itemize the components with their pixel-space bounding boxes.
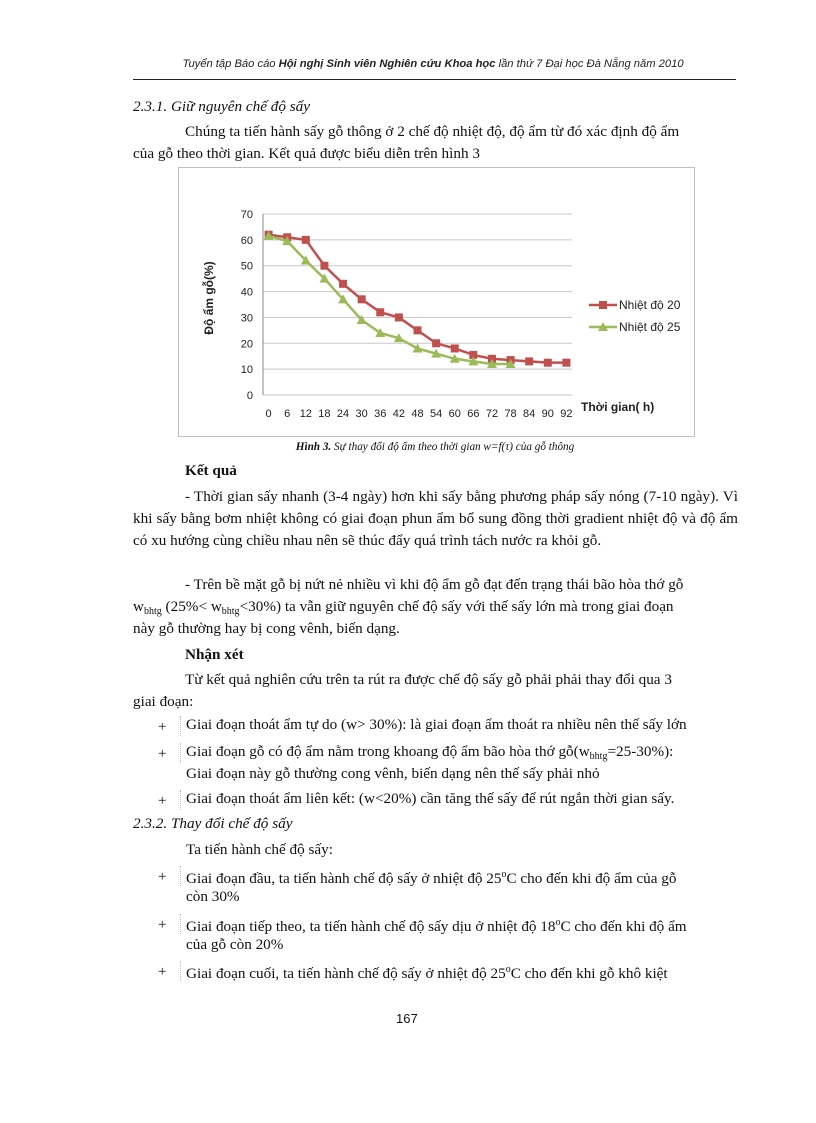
section-231-title: 2.3.1. Giữ nguyên chế độ sấy xyxy=(133,98,310,115)
header-post: lần thứ 7 Đại học Đà Nẵng năm 2010 xyxy=(495,58,684,70)
y-axis-label: Độ ẩm gỗ(%) xyxy=(202,261,216,335)
ket-qua-paragraph-1: - Thời gian sấy nhanh (3-4 ngày) hơn khi sấy bằng phương pháp sấy nóng (7-10 ngày). Vì khi sấy bằng bơm nhiệt không có giai đoạn phun ẩm bổ sung đồng thời gradient nhiệt độ và độ ẩm có xu hướng cùng chiều nhau nên sẽ thúc đẩy quá trình tách nước ra khỏi gỗ. xyxy=(133,488,738,549)
y-tick-label: 30 xyxy=(240,312,253,325)
section-232-bullet-1-line2: còn 30% xyxy=(186,888,240,905)
x-tick-label: 78 xyxy=(504,408,517,420)
nhan-xet-line1: Từ kết quả nghiên cứu trên ta rút ra được chế độ sấy gỗ phải phải thay đổi qua 3 xyxy=(185,671,672,688)
bullet-plus-icon: + xyxy=(158,869,167,885)
bullet-plus-icon: + xyxy=(158,719,167,735)
x-tick-label: 30 xyxy=(355,408,368,420)
data-point xyxy=(302,236,310,244)
x-tick-label: 6 xyxy=(284,408,291,420)
x-tick-label: 36 xyxy=(374,408,387,420)
section-232-intro: Ta tiến hành chế độ sấy: xyxy=(186,841,333,858)
moisture-chart xyxy=(179,168,694,436)
section-232-bullet-2-line2: của gỗ còn 20% xyxy=(186,936,284,953)
bullet-plus-icon: + xyxy=(158,746,167,762)
section-232-bullet-1-line1: Giai đoạn đầu, ta tiến hành chế độ sấy ở nhiệt độ 25$^o$C cho đến khi độ ẩm của gỗ xyxy=(186,869,677,887)
running-header xyxy=(133,58,733,70)
x-tick-label: 54 xyxy=(429,408,443,420)
data-point xyxy=(414,326,422,334)
ket-qua-p2-line3: này gỗ thường hay bị cong vênh, biến dạng. xyxy=(133,620,400,637)
chart-series xyxy=(264,231,571,368)
x-tick-label: 12 xyxy=(299,408,312,420)
header-bold: Hội nghị Sinh viên Nghiên cứu Khoa học xyxy=(278,58,496,70)
x-tick-label: 72 xyxy=(485,408,499,420)
caption-text: Sự thay đổi độ ẩm theo thời gian w=f(τ) của gỗ thông xyxy=(331,441,575,453)
data-point xyxy=(320,262,328,270)
nhan-xet-bullet-3: Giai đoạn thoát ẩm liên kết: (w<20%) cần tăng thế sấy để rút ngắn thời gian sấy. xyxy=(186,790,675,807)
bullet-plus-icon: + xyxy=(158,964,167,980)
x-tick-label: 48 xyxy=(411,408,424,420)
data-point xyxy=(451,344,459,352)
x-tick-label: 24 xyxy=(336,408,350,420)
caption-label: Hình 3. xyxy=(295,441,332,453)
y-tick-label: 50 xyxy=(240,260,253,273)
bullet-plus-icon: + xyxy=(158,917,167,933)
data-point xyxy=(358,295,366,303)
chart-frame xyxy=(178,167,695,437)
data-point xyxy=(413,343,423,352)
ket-qua-p2-line2: $w_{bhtg}$ $(25\%< w_{bhtg}<30\%)$ ta vẫn giữ nguyên chế độ sấy với thế sấy lớn mà trong giai đoạn xyxy=(133,598,674,617)
x-tick-label: 66 xyxy=(467,408,480,420)
data-point xyxy=(432,339,440,347)
legend-label: Nhiệt độ 25 xyxy=(619,320,681,334)
bullet-guide xyxy=(180,961,185,981)
data-point xyxy=(376,308,384,316)
series-line-2 xyxy=(269,236,511,364)
header-pre: Tuyển tập Báo cáo xyxy=(182,58,279,70)
page-number: 167 xyxy=(396,1011,418,1026)
y-tick-labels xyxy=(241,209,253,402)
bullet-plus-icon: + xyxy=(158,793,167,809)
data-point xyxy=(339,280,347,288)
section-231-line1: Chúng ta tiến hành sấy gỗ thông ở 2 chế độ nhiệt độ, độ ẩm từ đó xác định độ ẩm xyxy=(185,123,680,140)
x-tick-label: 42 xyxy=(392,408,406,420)
x-tick-label: 92 xyxy=(560,408,573,420)
chart-legend xyxy=(589,298,681,334)
section-232-title: 2.3.2. Thay đổi chế độ sấy xyxy=(133,815,293,832)
nhan-xet-heading: Nhận xét xyxy=(185,646,244,663)
nhan-xet-bullet-2-line2: Giai đoạn này gỗ thường cong vênh, biến dạng nên thế sấy phải nhỏ xyxy=(186,765,600,782)
bullet-guide xyxy=(180,790,185,810)
section-232-bullet-3: Giai đoạn cuối, ta tiến hành chế độ sấy ở nhiệt độ 25$^o$C cho đến khi gỗ khô kiệt xyxy=(186,964,668,982)
x-axis-label: Thời gian( h) xyxy=(581,400,655,414)
x-tick-labels xyxy=(266,408,573,420)
x-tick-label: 0 xyxy=(265,408,272,420)
y-tick-label: 70 xyxy=(240,209,253,221)
y-tick-label: 60 xyxy=(240,234,253,247)
nhan-xet-line2: giai đoạn: xyxy=(133,693,194,710)
data-point xyxy=(525,357,533,365)
x-tick-label: 84 xyxy=(523,408,536,420)
section-232-bullet-2-line1: Giai đoạn tiếp theo, ta tiến hành chế độ sấy dịu ở nhiệt độ 18$^o$C cho đến khi độ ẩm xyxy=(186,917,687,935)
legend-label: Nhiệt độ 20 xyxy=(619,298,681,312)
ket-qua-p2-line1: - Trên bề mặt gỗ bị nứt nẻ nhiều vì khi độ ẩm gỗ đạt đến trạng thái bão hòa thớ gỗ xyxy=(185,576,684,593)
section-231-line2: của gỗ theo thời gian. Kết quả được biểu diễn trên hình 3 xyxy=(133,145,480,162)
data-point xyxy=(562,359,570,367)
figure-caption xyxy=(255,441,615,453)
ket-qua-heading: Kết quả xyxy=(185,462,237,479)
nhan-xet-bullet-2-line1: Giai đoạn gỗ có độ ẩm nằm trong khoang độ ẩm bão hòa thớ $gỗ(w_{bhtg}=25-30\%)$: xyxy=(186,743,674,762)
data-point xyxy=(544,359,552,367)
x-tick-label: 18 xyxy=(318,408,331,420)
y-tick-label: 40 xyxy=(240,286,253,299)
x-tick-label: 90 xyxy=(541,408,554,420)
bullet-guide xyxy=(180,743,185,763)
bullet-guide xyxy=(180,914,185,934)
data-point xyxy=(395,313,403,321)
y-tick-label: 0 xyxy=(246,390,253,402)
bullet-guide xyxy=(180,866,185,886)
y-tick-label: 20 xyxy=(240,338,253,351)
x-tick-label: 60 xyxy=(448,408,461,420)
legend-marker xyxy=(599,301,607,309)
header-rule xyxy=(133,79,736,80)
y-tick-label: 10 xyxy=(240,364,253,377)
nhan-xet-bullet-1: Giai đoạn thoát ẩm tự do (w> 30%): là giai đoạn ẩm thoát ra nhiều nên thế sấy lớn xyxy=(186,716,687,733)
bullet-guide xyxy=(180,716,185,736)
